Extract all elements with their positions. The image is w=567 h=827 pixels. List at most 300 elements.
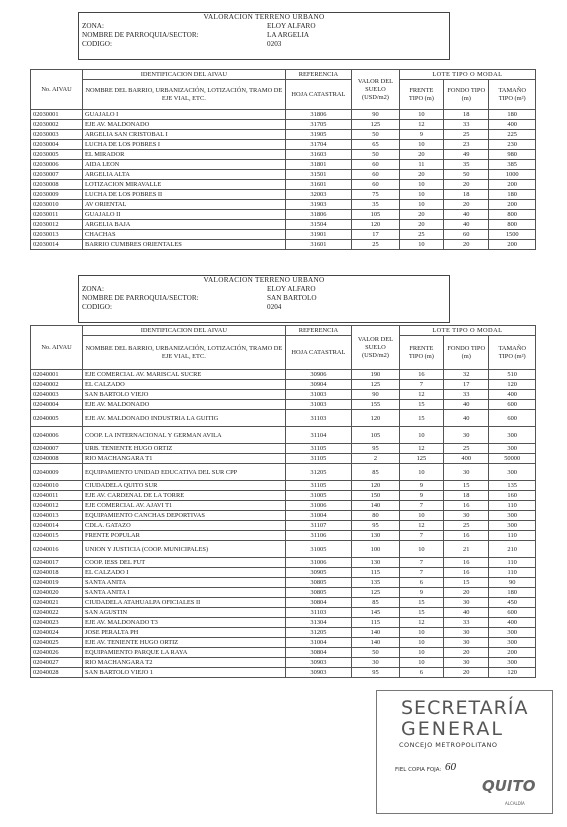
table-row [31, 370, 536, 380]
valor-cell: 140 [352, 638, 400, 648]
valor-cell: 85 [352, 598, 400, 608]
nombre-cell: LUCHA DE LOS POBRES I [83, 140, 286, 150]
aivau-cell: 02040024 [31, 628, 83, 638]
tamano-cell: 110 [489, 558, 536, 568]
valor-cell: 80 [352, 511, 400, 521]
fondo-cell: 16 [444, 558, 489, 568]
col-tamano: TAMAÑO TIPO (m²) [489, 336, 536, 370]
valor-cell: 100 [352, 541, 400, 558]
fondo-cell: 18 [444, 190, 489, 200]
table-row [31, 220, 536, 230]
table-row [31, 598, 536, 608]
col-nombre: NOMBRE DEL BARRIO, URBANIZACIÓN, LOTIZACIÓN, TRAMO DE EJE VIAL, ETC. [83, 336, 286, 370]
aivau-cell: 02040013 [31, 511, 83, 521]
nombre-cell: URB. TENIENTE HUGO ORTIZ [83, 444, 286, 454]
tamano-cell: 90 [489, 578, 536, 588]
frente-cell: 7 [399, 568, 443, 578]
valor-cell: 95 [352, 521, 400, 531]
valor-cell: 115 [352, 568, 400, 578]
table-row [31, 578, 536, 588]
tamano-cell: 160 [489, 491, 536, 501]
nombre-cell: EJE AV. CARDENAL DE LA TORRE [83, 491, 286, 501]
hoja-cell: 31903 [285, 200, 351, 210]
valor-cell: 120 [352, 481, 400, 491]
frente-cell: 10 [399, 427, 443, 444]
stamp-small-text: ALCALDÍA [505, 801, 525, 806]
valor-cell: 60 [352, 160, 400, 170]
nombre-cell: SANTA ANITA I [83, 588, 286, 598]
aivau-cell: 02030014 [31, 240, 83, 250]
hoja-cell: 31205 [285, 628, 351, 638]
fondo-cell: 30 [444, 511, 489, 521]
frente-cell: 16 [399, 370, 443, 380]
col-ident: IDENTIFICACION DEL AIVAU [83, 326, 286, 336]
section1-table [30, 69, 536, 250]
valor-cell: 17 [352, 230, 400, 240]
parroquia-value: SAN BARTOLO [267, 294, 317, 302]
nombre-cell: EQUIPAMIENTO CANCHAS DEPORTIVAS [83, 511, 286, 521]
aivau-cell: 02040011 [31, 491, 83, 501]
hoja-cell: 31005 [285, 491, 351, 501]
aivau-cell: 02040026 [31, 648, 83, 658]
col-tamano: TAMAÑO TIPO (m²) [489, 80, 536, 110]
valor-cell: 140 [352, 501, 400, 511]
col-referencia: REFERENCIA [285, 326, 351, 336]
valor-cell: 145 [352, 608, 400, 618]
fondo-cell: 40 [444, 220, 489, 230]
nombre-cell: EQUIPAMIENTO UNIDAD EDUCATIVA DEL SUR CPP [83, 464, 286, 481]
nombre-cell: CIUDADELA ATAHUALPA OFICIALES II [83, 598, 286, 608]
valor-cell: 130 [352, 558, 400, 568]
fondo-cell: 18 [444, 491, 489, 501]
stamp-line2: GENERAL [401, 718, 504, 740]
parroquia-value: LA ARGELIA [267, 31, 310, 39]
zona-label: ZONA: [82, 285, 104, 293]
valor-cell: 95 [352, 444, 400, 454]
nombre-cell: AV ORIENTAL [83, 200, 286, 210]
table-row [31, 230, 536, 240]
valor-cell: 140 [352, 628, 400, 638]
aivau-cell: 02030012 [31, 220, 83, 230]
codigo-label: CODIGO: [82, 40, 112, 48]
hoja-cell: 30903 [285, 658, 351, 668]
stamp-fiel-label: FIEL COPIA FOJA: [395, 767, 442, 773]
hoja-cell: 30805 [285, 578, 351, 588]
nombre-cell: BARRIO CUMBRES ORIENTALES [83, 240, 286, 250]
col-lote: LOTE TIPO O MODAL [399, 70, 535, 80]
fondo-cell: 49 [444, 150, 489, 160]
table-row [31, 200, 536, 210]
table-row [31, 180, 536, 190]
tamano-cell: 800 [489, 210, 536, 220]
hoja-cell: 31705 [285, 120, 351, 130]
nombre-cell: ARGELIA BAJA [83, 220, 286, 230]
zona-value: ELOY ALFARO [267, 22, 316, 30]
table-row [31, 588, 536, 598]
tamano-cell: 300 [489, 628, 536, 638]
aivau-cell: 02040001 [31, 370, 83, 380]
fondo-cell: 25 [444, 130, 489, 140]
frente-cell: 10 [399, 110, 443, 120]
valor-cell: 105 [352, 427, 400, 444]
nombre-cell: LOTIZACION MIRAVALLE [83, 180, 286, 190]
table-row [31, 638, 536, 648]
aivau-cell: 02040002 [31, 380, 83, 390]
hoja-cell: 31501 [285, 170, 351, 180]
frente-cell: 10 [399, 628, 443, 638]
frente-cell: 9 [399, 481, 443, 491]
frente-cell: 10 [399, 638, 443, 648]
table-row [31, 618, 536, 628]
zona-value: ELOY ALFARO [267, 285, 316, 293]
frente-cell: 12 [399, 444, 443, 454]
hoja-cell: 31106 [285, 531, 351, 541]
table-row [31, 400, 536, 410]
frente-cell: 15 [399, 410, 443, 427]
aivau-cell: 02040027 [31, 658, 83, 668]
frente-cell: 20 [399, 170, 443, 180]
tamano-cell: 385 [489, 160, 536, 170]
tamano-cell: 400 [489, 120, 536, 130]
table-row [31, 120, 536, 130]
nombre-cell: EJE AV. MALDONADO T3 [83, 618, 286, 628]
section2-rows [31, 370, 536, 678]
tamano-cell: 510 [489, 370, 536, 380]
tamano-cell: 300 [489, 521, 536, 531]
table-row [31, 444, 536, 454]
stamp-line3: CONCEJO METROPOLITANO [399, 741, 498, 749]
frente-cell: 10 [399, 648, 443, 658]
fondo-cell: 20 [444, 180, 489, 190]
frente-cell: 9 [399, 588, 443, 598]
fondo-cell: 20 [444, 240, 489, 250]
hoja-cell: 31006 [285, 558, 351, 568]
aivau-cell: 02040005 [31, 410, 83, 427]
aivau-cell: 02040017 [31, 558, 83, 568]
tamano-cell: 450 [489, 598, 536, 608]
hoja-cell: 30804 [285, 648, 351, 658]
zona-label: ZONA: [82, 22, 104, 30]
frente-cell: 7 [399, 501, 443, 511]
fondo-cell: 60 [444, 230, 489, 240]
frente-cell: 25 [399, 230, 443, 240]
hoja-cell: 31205 [285, 464, 351, 481]
fondo-cell: 20 [444, 648, 489, 658]
fondo-cell: 30 [444, 464, 489, 481]
frente-cell: 7 [399, 531, 443, 541]
col-lote: LOTE TIPO O MODAL [399, 326, 535, 336]
section2-title: VALORACION TERRENO URBANO [203, 276, 325, 284]
fondo-cell: 40 [444, 210, 489, 220]
nombre-cell: RIO MACHANGARA T2 [83, 658, 286, 668]
tamano-cell: 300 [489, 658, 536, 668]
nombre-cell: RIO MACHANGARA T1 [83, 454, 286, 464]
aivau-cell: 02030001 [31, 110, 83, 120]
valor-cell: 155 [352, 400, 400, 410]
tamano-cell: 980 [489, 150, 536, 160]
nombre-cell: SAN AGUSTIN [83, 608, 286, 618]
tamano-cell: 200 [489, 240, 536, 250]
valor-cell: 125 [352, 120, 400, 130]
fondo-cell: 25 [444, 521, 489, 531]
aivau-cell: 02030011 [31, 210, 83, 220]
table-row [31, 568, 536, 578]
hoja-cell: 31504 [285, 220, 351, 230]
table-row [31, 160, 536, 170]
section1-rows [31, 110, 536, 250]
tamano-cell: 230 [489, 140, 536, 150]
table-row [31, 150, 536, 160]
hoja-cell: 31005 [285, 541, 351, 558]
hoja-cell: 31105 [285, 444, 351, 454]
tamano-cell: 400 [489, 618, 536, 628]
valor-cell: 25 [352, 240, 400, 250]
valor-cell: 125 [352, 380, 400, 390]
frente-cell: 12 [399, 390, 443, 400]
frente-cell: 10 [399, 240, 443, 250]
frente-cell: 9 [399, 491, 443, 501]
fondo-cell: 30 [444, 427, 489, 444]
valor-cell: 85 [352, 464, 400, 481]
nombre-cell: SAN BARTOLO VIEJO 1 [83, 668, 286, 678]
table-row [31, 140, 536, 150]
section2-header [78, 275, 450, 323]
aivau-cell: 02030009 [31, 190, 83, 200]
frente-cell: 20 [399, 150, 443, 160]
aivau-cell: 02040009 [31, 464, 83, 481]
aivau-cell: 02030013 [31, 230, 83, 240]
valor-cell: 130 [352, 531, 400, 541]
nombre-cell: EL CALZADO [83, 380, 286, 390]
table-row [31, 410, 536, 427]
tamano-cell: 300 [489, 638, 536, 648]
nombre-cell: FRENTE POPULAR [83, 531, 286, 541]
stamp-line1: SECRETARÍA [401, 697, 529, 719]
aivau-cell: 02030010 [31, 200, 83, 210]
aivau-cell: 02040007 [31, 444, 83, 454]
nombre-cell: EJE AV. MALDONADO [83, 120, 286, 130]
fondo-cell: 33 [444, 120, 489, 130]
valor-cell: 135 [352, 578, 400, 588]
col-aivau: No. AIVAU [31, 70, 83, 110]
valor-cell: 60 [352, 170, 400, 180]
hoja-cell: 31304 [285, 618, 351, 628]
hoja-cell: 30905 [285, 568, 351, 578]
fondo-cell: 30 [444, 598, 489, 608]
codigo-label: CODIGO: [82, 303, 112, 311]
col-aivau: No. AIVAU [31, 326, 83, 370]
aivau-cell: 02040010 [31, 481, 83, 491]
hoja-cell: 31601 [285, 180, 351, 190]
valor-cell: 90 [352, 110, 400, 120]
table-row [31, 130, 536, 140]
table-row [31, 190, 536, 200]
fondo-cell: 21 [444, 541, 489, 558]
valor-cell: 115 [352, 618, 400, 628]
table-row [31, 501, 536, 511]
aivau-cell: 02030007 [31, 170, 83, 180]
table-row [31, 380, 536, 390]
codigo-value: 0203 [267, 40, 282, 48]
valor-cell: 95 [352, 668, 400, 678]
hoja-cell: 31104 [285, 427, 351, 444]
tamano-cell: 110 [489, 568, 536, 578]
tamano-cell: 600 [489, 410, 536, 427]
hoja-cell: 31704 [285, 140, 351, 150]
frente-cell: 15 [399, 608, 443, 618]
hoja-cell: 31905 [285, 130, 351, 140]
hoja-cell: 30903 [285, 668, 351, 678]
tamano-cell: 300 [489, 444, 536, 454]
fondo-cell: 25 [444, 444, 489, 454]
hoja-cell: 31006 [285, 501, 351, 511]
nombre-cell: LUCHA DE LOS POBRES II [83, 190, 286, 200]
valor-cell: 65 [352, 140, 400, 150]
tamano-cell: 400 [489, 390, 536, 400]
aivau-cell: 02030008 [31, 180, 83, 190]
table-row [31, 668, 536, 678]
frente-cell: 10 [399, 200, 443, 210]
aivau-cell: 02040004 [31, 400, 83, 410]
aivau-cell: 02030004 [31, 140, 83, 150]
nombre-cell: EJE COMERCIAL AV. AJAVI T1 [83, 501, 286, 511]
nombre-cell: GUAJALO II [83, 210, 286, 220]
table-row [31, 454, 536, 464]
frente-cell: 15 [399, 400, 443, 410]
section2-table [30, 325, 536, 678]
frente-cell: 9 [399, 130, 443, 140]
tamano-cell: 300 [489, 427, 536, 444]
hoja-cell: 31103 [285, 410, 351, 427]
tamano-cell: 50000 [489, 454, 536, 464]
aivau-cell: 02030002 [31, 120, 83, 130]
fondo-cell: 30 [444, 658, 489, 668]
secretaria-general-stamp [376, 690, 553, 814]
frente-cell: 11 [399, 160, 443, 170]
parroquia-label: NOMBRE DE PARROQUIA/SECTOR: [82, 31, 199, 39]
table-row [31, 110, 536, 120]
aivau-cell: 02040020 [31, 588, 83, 598]
table-row [31, 511, 536, 521]
nombre-cell: UNION Y JUSTICIA (COOP. MUNICIPALES) [83, 541, 286, 558]
frente-cell: 10 [399, 658, 443, 668]
valor-cell: 75 [352, 190, 400, 200]
tamano-cell: 180 [489, 190, 536, 200]
hoja-cell: 31003 [285, 390, 351, 400]
valor-cell: 120 [352, 410, 400, 427]
hoja-cell: 31901 [285, 230, 351, 240]
aivau-cell: 02040003 [31, 390, 83, 400]
tamano-cell: 110 [489, 501, 536, 511]
hoja-cell: 30904 [285, 380, 351, 390]
aivau-cell: 02040015 [31, 531, 83, 541]
nombre-cell: EL CALZADO I [83, 568, 286, 578]
aivau-cell: 02040008 [31, 454, 83, 464]
hoja-cell: 30804 [285, 598, 351, 608]
codigo-value: 0204 [267, 303, 282, 311]
frente-cell: 10 [399, 140, 443, 150]
tamano-cell: 210 [489, 541, 536, 558]
frente-cell: 7 [399, 380, 443, 390]
aivau-cell: 02040025 [31, 638, 83, 648]
nombre-cell: COOP. IESS DEL FUT [83, 558, 286, 568]
table-row [31, 481, 536, 491]
fondo-cell: 20 [444, 200, 489, 210]
aivau-cell: 02040028 [31, 668, 83, 678]
aivau-cell: 02040016 [31, 541, 83, 558]
hoja-cell: 31105 [285, 481, 351, 491]
fondo-cell: 20 [444, 588, 489, 598]
tamano-cell: 1000 [489, 170, 536, 180]
col-nombre: NOMBRE DEL BARRIO, URBANIZACIÓN, LOTIZACIÓN, TRAMO DE EJE VIAL, ETC. [83, 80, 286, 110]
fondo-cell: 40 [444, 410, 489, 427]
fondo-cell: 15 [444, 578, 489, 588]
hoja-cell: 31806 [285, 210, 351, 220]
hoja-cell: 31004 [285, 638, 351, 648]
hoja-cell: 31103 [285, 608, 351, 618]
fondo-cell: 16 [444, 531, 489, 541]
table-row [31, 390, 536, 400]
aivau-cell: 02040006 [31, 427, 83, 444]
aivau-cell: 02030005 [31, 150, 83, 160]
nombre-cell: COOP. LA INTERNACIONAL Y GERMAN AVILA [83, 427, 286, 444]
frente-cell: 10 [399, 511, 443, 521]
frente-cell: 10 [399, 541, 443, 558]
aivau-cell: 02030003 [31, 130, 83, 140]
valor-cell: 105 [352, 210, 400, 220]
tamano-cell: 600 [489, 400, 536, 410]
tamano-cell: 200 [489, 200, 536, 210]
table-row [31, 521, 536, 531]
hoja-cell: 31107 [285, 521, 351, 531]
valor-cell: 60 [352, 180, 400, 190]
tamano-cell: 120 [489, 668, 536, 678]
hoja-cell: 31806 [285, 110, 351, 120]
nombre-cell: SANTA ANITA [83, 578, 286, 588]
hoja-cell: 31603 [285, 150, 351, 160]
hoja-cell: 31105 [285, 454, 351, 464]
fondo-cell: 400 [444, 454, 489, 464]
section1-title: VALORACION TERRENO URBANO [203, 13, 325, 21]
section1-header [78, 12, 450, 60]
col-referencia: REFERENCIA [285, 70, 351, 80]
table-row [31, 170, 536, 180]
nombre-cell: CHACHAS [83, 230, 286, 240]
valor-cell: 120 [352, 220, 400, 230]
table-row [31, 427, 536, 444]
frente-cell: 6 [399, 668, 443, 678]
hoja-cell: 32003 [285, 190, 351, 200]
tamano-cell: 110 [489, 531, 536, 541]
nombre-cell: GUAJALO I [83, 110, 286, 120]
tamano-cell: 225 [489, 130, 536, 140]
tamano-cell: 200 [489, 648, 536, 658]
stamp-foja-number: 60 [445, 761, 456, 773]
col-valor: VALOR DEL SUELO (USD/m2) [352, 70, 400, 110]
col-hoja: HOJA CATASTRAL [285, 80, 351, 110]
aivau-cell: 02040018 [31, 568, 83, 578]
fondo-cell: 20 [444, 668, 489, 678]
tamano-cell: 180 [489, 588, 536, 598]
frente-cell: 10 [399, 464, 443, 481]
fondo-cell: 50 [444, 170, 489, 180]
tamano-cell: 300 [489, 511, 536, 521]
frente-cell: 7 [399, 558, 443, 568]
tamano-cell: 180 [489, 110, 536, 120]
frente-cell: 10 [399, 180, 443, 190]
frente-cell: 12 [399, 521, 443, 531]
frente-cell: 6 [399, 578, 443, 588]
